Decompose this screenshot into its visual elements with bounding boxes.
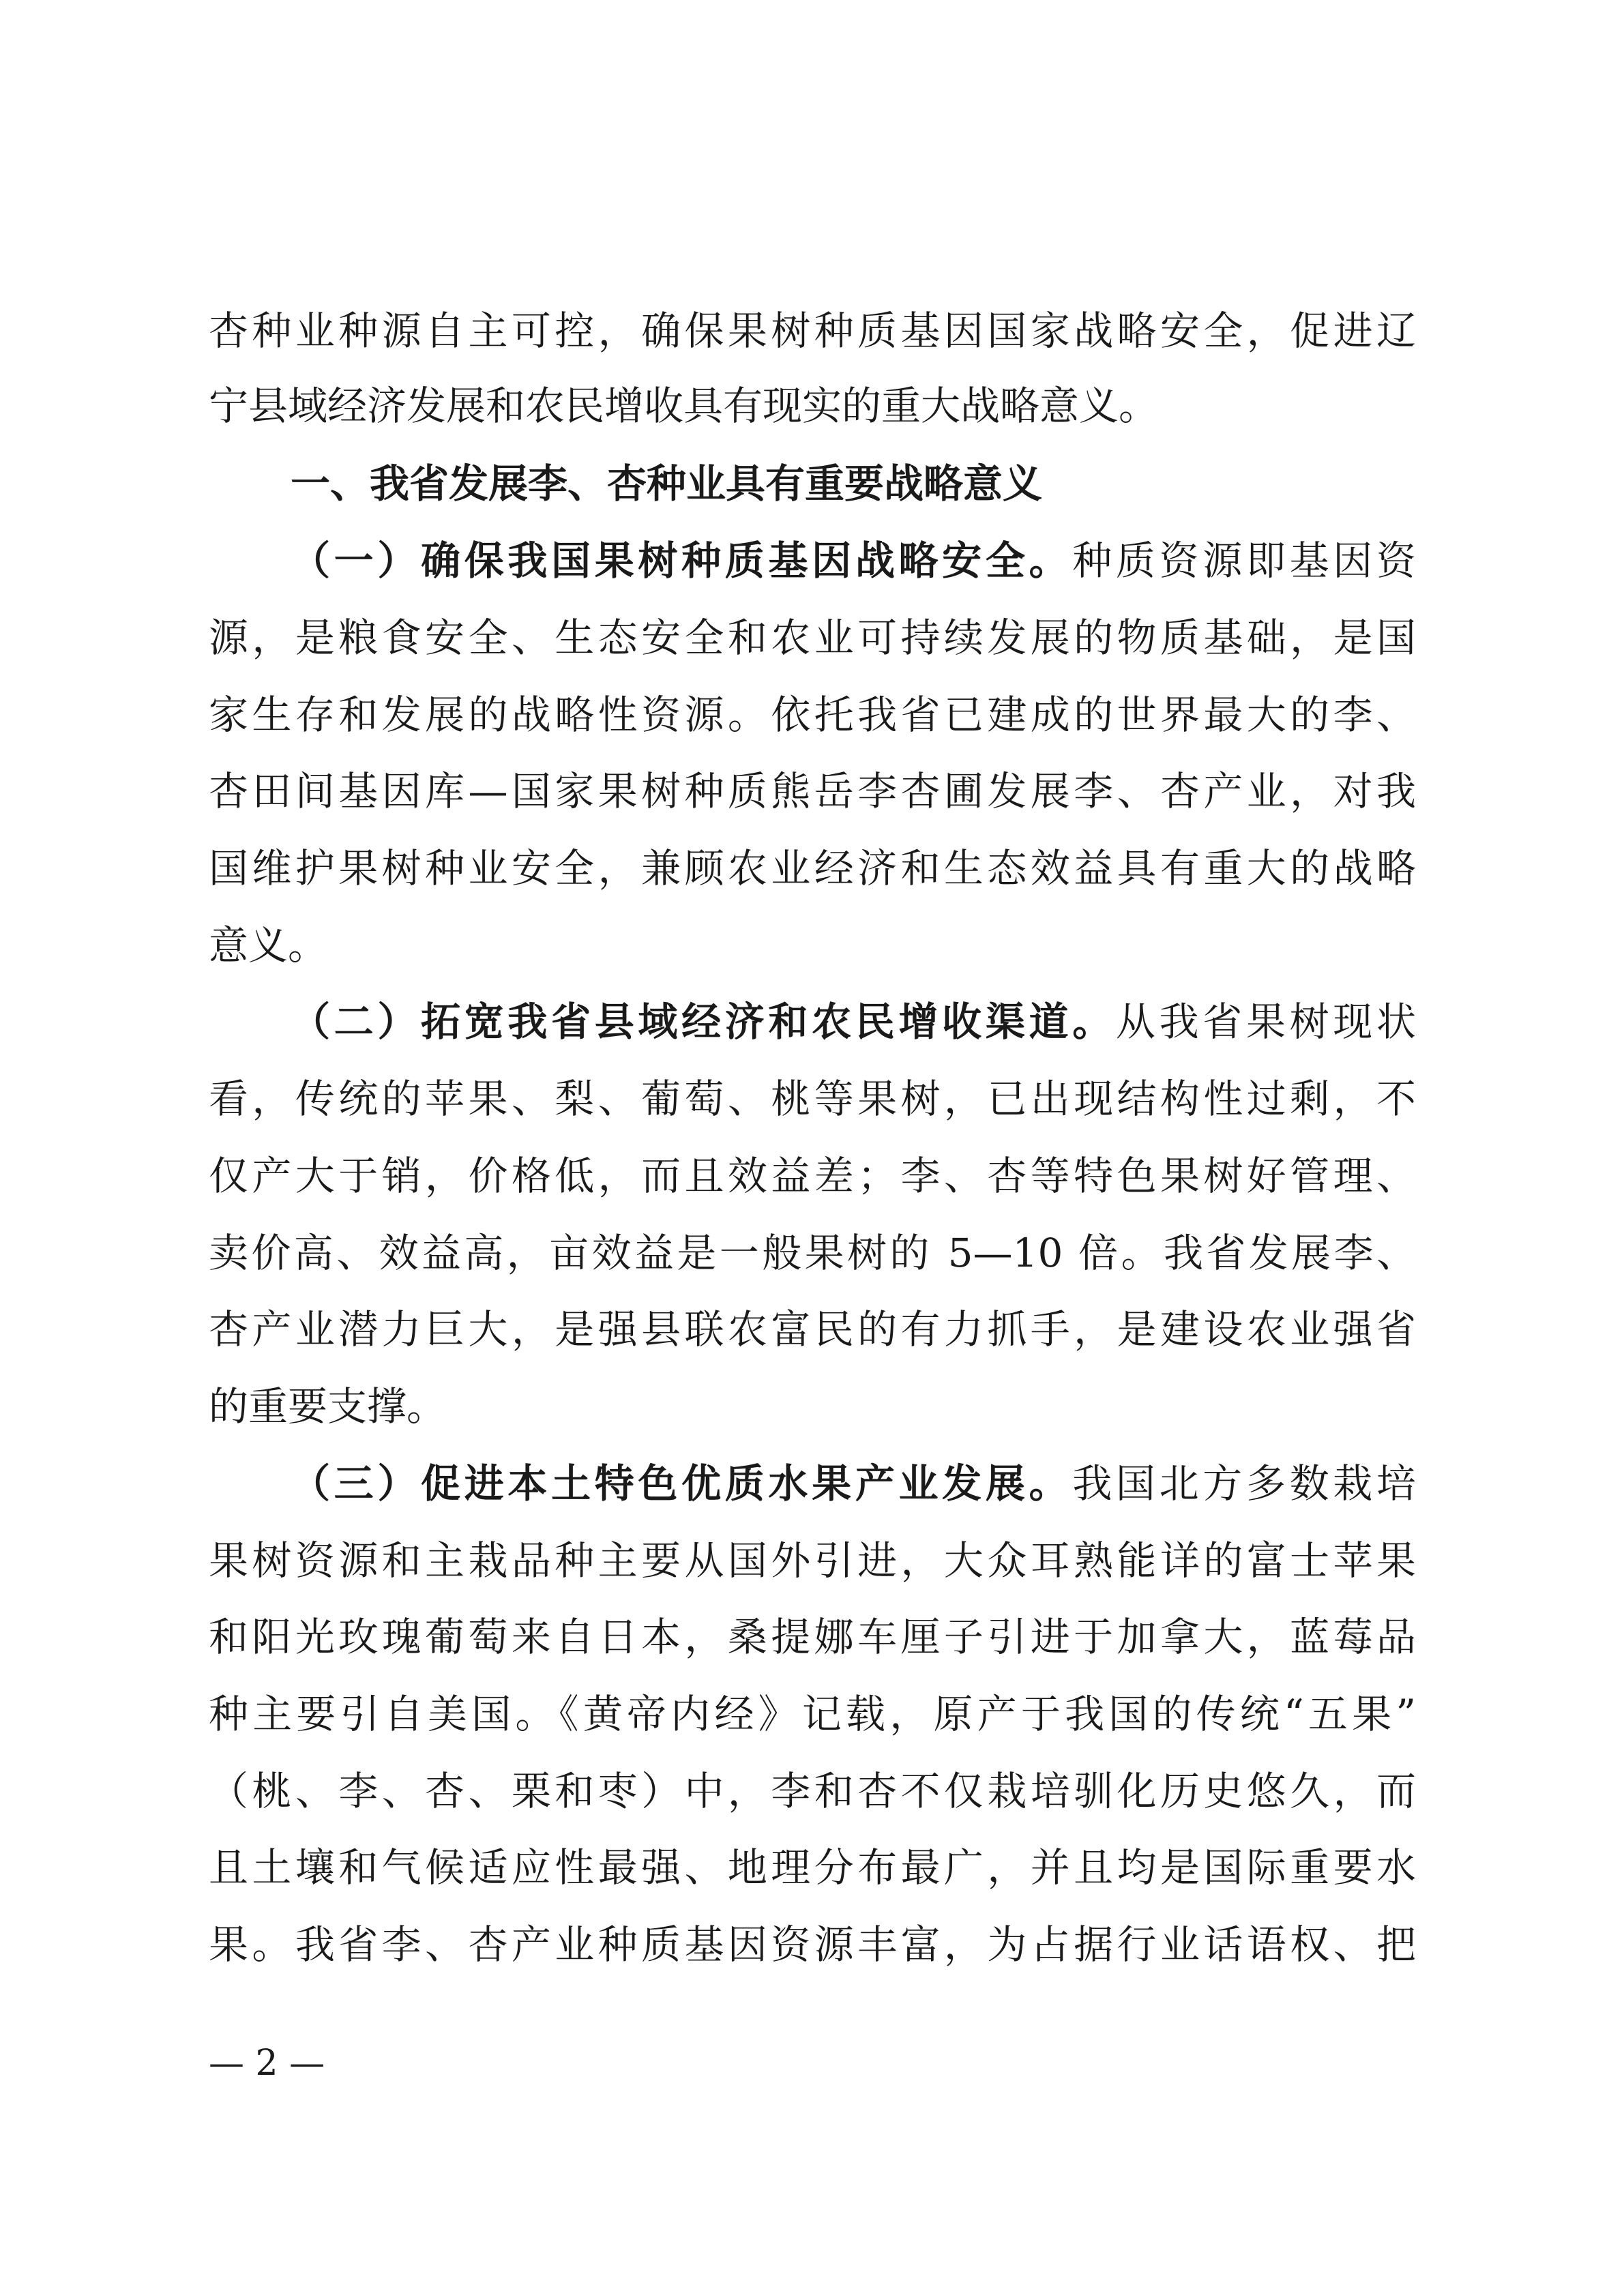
subsection-3-text: 我国北方多数栽培 <box>1072 1460 1416 1507</box>
subsection-2-text: 从我省果树现状 <box>1115 999 1416 1045</box>
subsection-3-lead: （三）促进本土特色优质水果产业发展。 <box>291 1460 1073 1507</box>
body-text-line: 果树资源和主栽品种主要从国外引进，大众耳熟能详的富士苹果 <box>209 1537 1416 1584</box>
body-text-line: 杏种业种源自主可控，确保果树种质基因国家战略安全，促进辽 <box>209 308 1416 354</box>
body-text-line: 卖价高、效益高，亩效益是一般果树的 5—10 倍。我省发展李、 <box>209 1230 1416 1276</box>
body-text-line: 宁县域经济发展和农民增收具有现实的重大战略意义。 <box>209 383 1159 429</box>
body-text-line: 看，传统的苹果、梨、葡萄、桃等果树，已出现结构性过剩，不 <box>209 1076 1416 1122</box>
body-text-line: 杏田间基因库—国家果树种质熊岳李杏圃发展李、杏产业，对我 <box>209 768 1416 814</box>
body-text-line: （桃、李、杏、栗和枣）中，李和杏不仅栽培驯化历史悠久，而 <box>209 1768 1416 1814</box>
subsection-1-text: 种质资源即基因资 <box>1072 537 1416 584</box>
body-text-line: 仅产大于销，价格低，而且效益差；李、杏等特色果树好管理、 <box>209 1153 1416 1199</box>
body-text-line: 意义。 <box>209 922 328 969</box>
section-heading: 一、我省发展李、杏种业具有重要战略意义 <box>291 460 1043 507</box>
body-text-line: 杏产业潜力巨大，是强县联农富民的有力抓手，是建设农业强省 <box>209 1306 1416 1353</box>
subsection-2-first-line <box>291 993 1416 1050</box>
body-text-line: 家生存和发展的战略性资源。依托我省已建成的世界最大的李、 <box>209 692 1416 738</box>
body-text-line: 果。我省李、杏产业种质基因资源丰富，为占据行业话语权、把 <box>209 1921 1416 1968</box>
body-text-line: 种主要引自美国。《黄帝内经》记载，原产于我国的传统“五果” <box>209 1691 1416 1737</box>
body-text-line: 的重要支撑。 <box>209 1383 447 1430</box>
body-text-line: 和阳光玫瑰葡萄来自日本，桑提娜车厘子引进于加拿大，蓝莓品 <box>209 1614 1416 1660</box>
page-number: — 2 — <box>209 2043 325 2084</box>
subsection-3-first-line <box>291 1455 1416 1512</box>
body-text-line: 源，是粮食安全、生态安全和农业可持续发展的物质基础，是国 <box>209 615 1416 661</box>
body-text-line: 且土壤和气候适应性最强、地理分布最广，并且均是国际重要水 <box>209 1844 1416 1891</box>
subsection-1-lead: （一）确保我国果树种质基因战略安全。 <box>291 537 1073 584</box>
subsection-1-first-line <box>291 532 1416 589</box>
body-text-line: 国维护果树种业安全，兼顾农业经济和生态效益具有重大的战略 <box>209 845 1416 891</box>
subsection-2-lead: （二）拓宽我省县域经济和农民增收渠道。 <box>291 999 1116 1045</box>
